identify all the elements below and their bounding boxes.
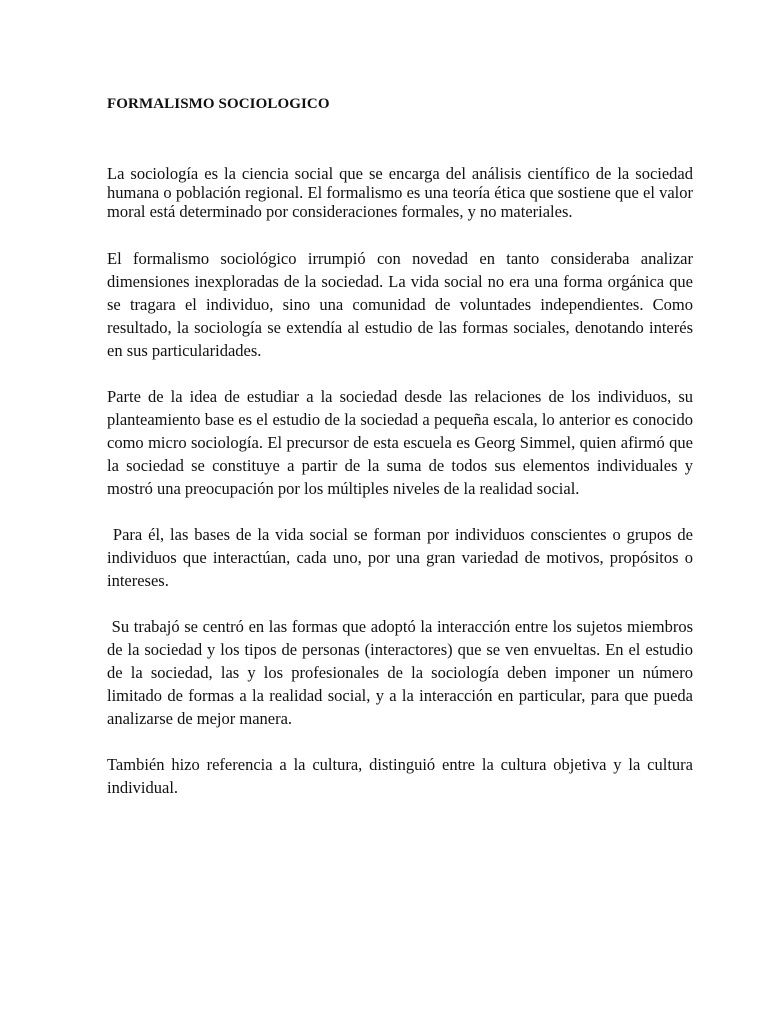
paragraph-1: La sociología es la ciencia social que se encarga del análisis científico de la sociedad humana o población regional. El formalismo es una teoría ética que sostiene que el valor moral está determinado por consideraciones formales, y no materiales. xyxy=(107,164,693,221)
paragraph-3: Parte de la idea de estudiar a la sociedad desde las relaciones de los individuos, su planteamiento base es el estudio de la sociedad a pequeña escala, lo anterior es conocido como micro sociología. El precursor de esta escuela es Georg Simmel, quien afirmó que la sociedad se constituye a partir de la suma de todos sus elementos individuales y mostró una preocupación por los múltiples niveles de la realidad social. xyxy=(107,387,693,498)
paragraph-2: El formalismo sociológico irrumpió con novedad en tanto consideraba analizar dimensiones inexploradas de la sociedad. La vida social no era una forma orgánica que se tragara el individuo, sino una comunidad de voluntades independientes. Como resultado, la sociología se extendía al estudio de las formas sociales, denotando interés en sus particularidades. xyxy=(107,249,693,360)
paragraph-5: Su trabajó se centró en las formas que adoptó la interacción entre los sujetos miembros de la sociedad y los tipos de personas (interactores) que se ven envueltas. En el estudio de la sociedad, las y los profesionales de la sociología deben imponer un número limitado de formas a la realidad social, y a la interacción en particular, para que pueda analizarse de mejor manera. xyxy=(107,617,698,728)
document-title: FORMALISMO SOCIOLOGICO xyxy=(107,96,330,112)
paragraph-4: Para él, las bases de la vida social se forman por individuos conscientes o grupos de individuos que interactúan, cada uno, por una gran variedad de motivos, propósitos o intereses. xyxy=(107,525,698,590)
paragraph-6: También hizo referencia a la cultura, distinguió entre la cultura objetiva y la cultura individual. xyxy=(107,755,693,797)
document-page xyxy=(107,96,698,822)
